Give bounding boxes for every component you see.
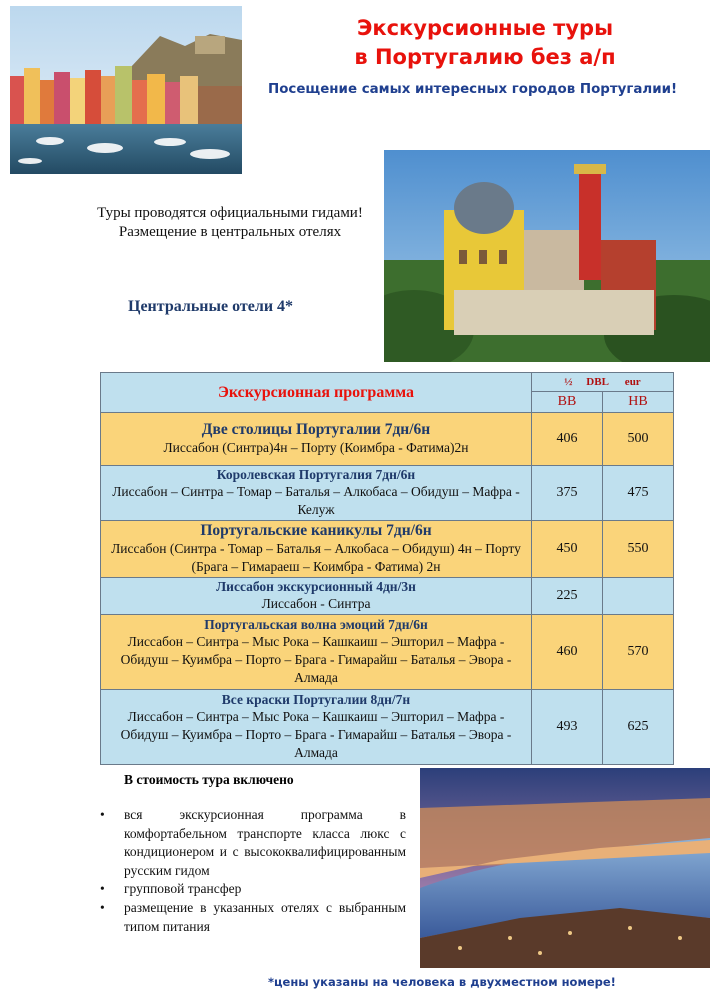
tour-name: Королевская Португалия 7дн/6н	[216, 467, 416, 482]
price-bb: 460	[532, 615, 603, 690]
list-item	[100, 880, 406, 899]
page-subtitle: Посещение самых интересных городов Португалии!	[268, 82, 678, 97]
tour-route: Лиссабон – Синтра – Мыс Рока – Кашкаиш – Эшторил – Мафра - Обидуш – Куимбра – Порто – Брага - Гимарайш – Баталья – Эвора - Алмада	[120, 634, 512, 685]
list-item	[100, 899, 406, 936]
intro-text	[60, 204, 400, 242]
price-hb: 570	[603, 615, 674, 690]
table-row	[101, 466, 674, 521]
included-item-text: вся экскурсионная программа в комфортабельном транспорте класса люкс с кондиционером и с высококвалифицированным русским гидом	[124, 807, 406, 878]
tour-name: Две столицы Португалии 7дн/6н	[201, 421, 431, 438]
list-item	[100, 806, 406, 880]
table-row	[101, 690, 674, 765]
tour-name: Все краски Португалии 8дн/7н	[221, 692, 411, 707]
harbor-town-photo	[10, 6, 242, 174]
price-hb: 475	[603, 466, 674, 521]
included-title: В стоимость тура включено	[124, 772, 294, 787]
header-program: Экскурсионная программа	[101, 373, 532, 413]
price-hb: 550	[603, 521, 674, 578]
tour-name: Лиссабон экскурсионный 4дн/3н	[216, 579, 416, 594]
price-hb: 625	[603, 690, 674, 765]
price-hb	[603, 578, 674, 615]
price-bb: 450	[532, 521, 603, 578]
page-title-line2: в Португалию без а/п	[354, 45, 616, 69]
header-prices: ½ DBL eur	[532, 373, 674, 392]
intro-line-guides: Туры проводятся официальными гидами!	[97, 205, 363, 221]
price-bb: 493	[532, 690, 603, 765]
tour-name: Португальская волна эмоций 7дн/6н	[204, 617, 428, 632]
price-footnote: *цены указаны на человека в двухместном номере!	[268, 975, 616, 989]
pena-palace-photo	[384, 150, 710, 362]
table-row	[101, 578, 674, 615]
price-bb: 375	[532, 466, 603, 521]
table-row	[101, 413, 674, 466]
bullet-icon: •	[100, 807, 105, 822]
table-row	[101, 521, 674, 578]
bullet-icon: •	[100, 899, 105, 915]
price-bb: 225	[532, 578, 603, 615]
tours-price-table	[100, 372, 674, 765]
included-item-text: групповой трансфер	[124, 881, 242, 897]
header-hb: HB	[603, 392, 674, 413]
bullet-icon: •	[100, 881, 105, 897]
table-row	[101, 615, 674, 690]
page-title-line1: Экскурсионные туры	[356, 16, 614, 40]
price-bb: 406	[532, 413, 603, 466]
hotels-label: Центральные отели 4*	[128, 298, 294, 315]
tour-route: Лиссабон – Синтра – Томар – Баталья – Алкобаса – Обидуш – Мафра - Келуж	[112, 484, 520, 517]
porto-river-photo	[420, 768, 710, 968]
intro-line-hotels: Размещение в центральных отелях	[118, 224, 342, 240]
tour-route: Лиссабон - Синтра	[261, 596, 371, 611]
header-bb: BB	[532, 392, 603, 413]
tour-route: Лиссабон (Синтра - Томар – Баталья – Алкобаса – Обидуш) 4н – Порту (Брага – Гимараеш – Коимбра - Фатима) 2н	[111, 541, 521, 574]
tour-name: Португальские каникулы 7дн/6н	[200, 522, 432, 539]
tour-route: Лиссабон – Синтра – Мыс Рока – Кашкаиш – Эшторил – Мафра - Обидуш – Куимбра – Порто – Брага - Гимарайш – Баталья – Эвора - Алмада	[120, 709, 512, 760]
title-block	[250, 14, 720, 72]
tour-route: Лиссабон (Синтра)4н – Порту (Коимбра - Фатима)2н	[163, 440, 469, 455]
price-hb: 500	[603, 413, 674, 466]
included-list	[100, 806, 406, 936]
included-item-text: размещение в указанных отелях с выбранным типом питания	[124, 899, 406, 934]
